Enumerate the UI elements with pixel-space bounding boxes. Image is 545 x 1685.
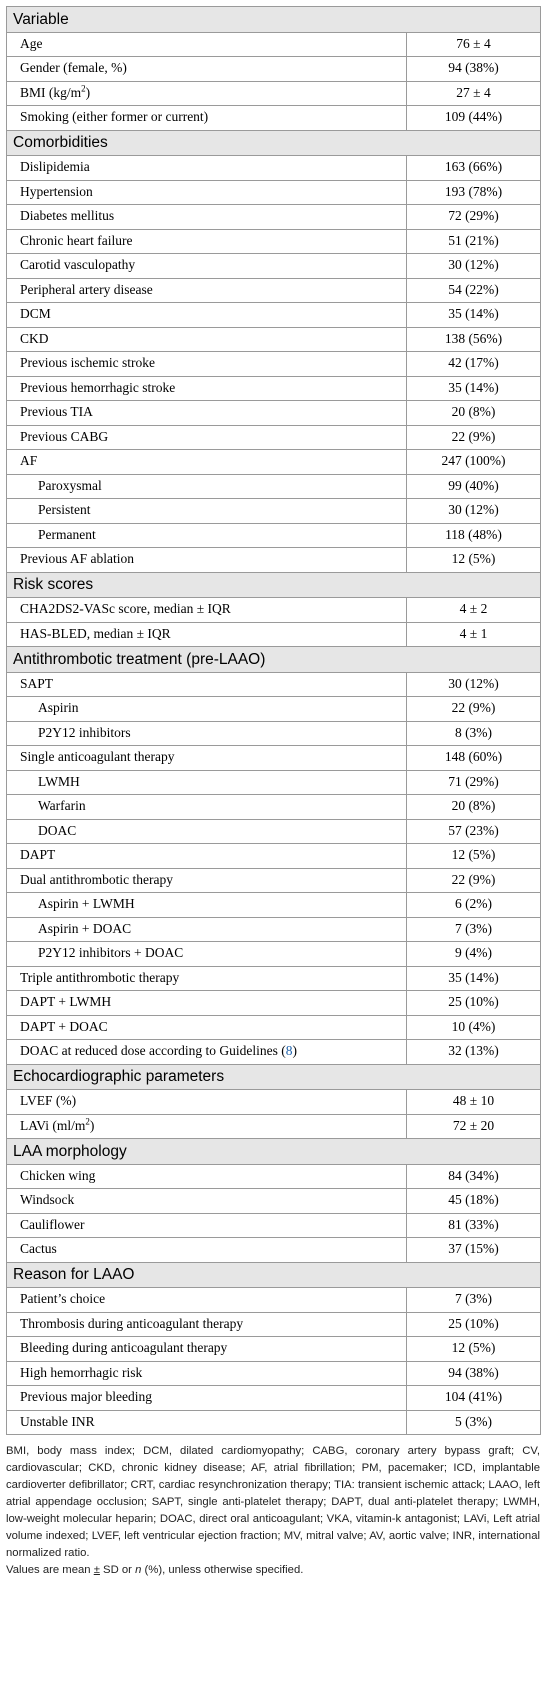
row-label-text: Patient’s choice xyxy=(20,1291,106,1307)
row-label xyxy=(7,1090,407,1115)
table-row xyxy=(7,180,541,205)
row-value: 35 (14%) xyxy=(407,303,541,328)
row-value: 5 (3%) xyxy=(407,1410,541,1435)
row-label xyxy=(7,819,407,844)
table-row xyxy=(7,106,541,131)
row-label xyxy=(7,352,407,377)
table-row xyxy=(7,32,541,57)
row-value: 30 (12%) xyxy=(407,254,541,279)
table-row xyxy=(7,156,541,181)
row-label-text: Bleeding during anticoagulant therapy xyxy=(20,1340,228,1356)
row-label xyxy=(7,844,407,869)
row-value: 22 (9%) xyxy=(407,697,541,722)
row-label-text: Warfarin xyxy=(38,798,86,814)
row-value: 42 (17%) xyxy=(407,352,541,377)
table-row xyxy=(7,917,541,942)
row-value: 118 (48%) xyxy=(407,523,541,548)
section-header-row xyxy=(7,7,541,33)
row-label xyxy=(7,205,407,230)
row-label-text: BMI (kg/m xyxy=(20,84,82,100)
row-label-text: Dual antithrombotic therapy xyxy=(20,871,173,887)
table-row xyxy=(7,1114,541,1139)
row-value: 22 (9%) xyxy=(407,425,541,450)
row-label-text: P2Y12 inhibitors xyxy=(38,724,131,740)
table-row xyxy=(7,893,541,918)
row-label-text: LAVi (ml/m xyxy=(20,1117,86,1133)
row-label-text: Aspirin xyxy=(38,700,79,716)
row-value: 72 ± 20 xyxy=(407,1114,541,1139)
row-label xyxy=(7,721,407,746)
table-row xyxy=(7,819,541,844)
row-label xyxy=(7,57,407,82)
row-label xyxy=(7,523,407,548)
table-row xyxy=(7,57,541,82)
row-value: 109 (44%) xyxy=(407,106,541,131)
table-footnote xyxy=(6,1443,540,1579)
row-label xyxy=(7,1189,407,1214)
row-value: 22 (9%) xyxy=(407,868,541,893)
row-label-text: Peripheral artery disease xyxy=(20,281,153,297)
row-value: 193 (78%) xyxy=(407,180,541,205)
table-row xyxy=(7,598,541,623)
row-label-text: Aspirin + DOAC xyxy=(38,920,132,936)
table-row xyxy=(7,1164,541,1189)
table-row xyxy=(7,425,541,450)
row-label xyxy=(7,32,407,57)
row-value: 94 (38%) xyxy=(407,1361,541,1386)
row-label xyxy=(7,548,407,573)
row-value: 10 (4%) xyxy=(407,1015,541,1040)
row-label xyxy=(7,942,407,967)
row-value: 20 (8%) xyxy=(407,401,541,426)
row-label xyxy=(7,598,407,623)
row-label-text: Diabetes mellitus xyxy=(20,208,115,224)
row-label-text: DOAC xyxy=(38,822,77,838)
row-label-text: Age xyxy=(20,35,43,51)
row-label-text: Smoking (either former or current) xyxy=(20,109,209,125)
section-header-row xyxy=(7,1064,541,1090)
row-label xyxy=(7,303,407,328)
row-value: 51 (21%) xyxy=(407,229,541,254)
row-value: 20 (8%) xyxy=(407,795,541,820)
row-label xyxy=(7,1040,407,1065)
row-label xyxy=(7,106,407,131)
table-row xyxy=(7,1288,541,1313)
values-note: Values are mean ± SD or n (%), unless otherwise specified. xyxy=(6,1564,304,1576)
table-row xyxy=(7,672,541,697)
superscript: 2 xyxy=(81,83,86,94)
row-label-text: High hemorrhagic risk xyxy=(20,1364,143,1380)
row-label-text: Thrombosis during anticoagulant therapy xyxy=(20,1315,244,1331)
table-row xyxy=(7,352,541,377)
table-container xyxy=(6,6,540,1579)
row-label-end: ) xyxy=(85,84,91,100)
row-label-text: Chronic heart failure xyxy=(20,232,133,248)
row-label-text: LVEF (%) xyxy=(20,1093,77,1109)
row-label xyxy=(7,156,407,181)
row-label xyxy=(7,278,407,303)
row-value: 99 (40%) xyxy=(407,474,541,499)
row-value: 71 (29%) xyxy=(407,770,541,795)
section-header-row xyxy=(7,647,541,673)
row-value: 4 ± 1 xyxy=(407,622,541,647)
table-row xyxy=(7,376,541,401)
superscript: 2 xyxy=(85,1116,90,1127)
row-value: 35 (14%) xyxy=(407,376,541,401)
row-label xyxy=(7,81,407,106)
table-row xyxy=(7,966,541,991)
citation-link[interactable]: 8 xyxy=(285,1043,293,1059)
section-header-row xyxy=(7,1262,541,1288)
section-title: Reason for LAAO xyxy=(7,1262,541,1288)
row-label-text: Carotid vasculopathy xyxy=(20,257,136,273)
row-label-text: Previous hemorrhagic stroke xyxy=(20,379,176,395)
row-label xyxy=(7,697,407,722)
row-value: 35 (14%) xyxy=(407,966,541,991)
row-label-text: Unstable INR xyxy=(20,1413,95,1429)
row-label xyxy=(7,1337,407,1362)
row-label xyxy=(7,672,407,697)
row-label-text: Hypertension xyxy=(20,183,93,199)
row-label xyxy=(7,917,407,942)
row-value: 94 (38%) xyxy=(407,57,541,82)
table-row xyxy=(7,254,541,279)
table-row xyxy=(7,1189,541,1214)
section-header-row xyxy=(7,572,541,598)
table-row xyxy=(7,991,541,1016)
row-value: 12 (5%) xyxy=(407,844,541,869)
row-label xyxy=(7,893,407,918)
table-row xyxy=(7,499,541,524)
table-row xyxy=(7,303,541,328)
row-label-text: Cauliflower xyxy=(20,1216,85,1232)
row-label-text: Gender (female, %) xyxy=(20,60,127,76)
row-value: 104 (41%) xyxy=(407,1386,541,1411)
table-row xyxy=(7,1015,541,1040)
row-label xyxy=(7,746,407,771)
row-label xyxy=(7,1361,407,1386)
section-title: Risk scores xyxy=(7,572,541,598)
table-row xyxy=(7,1090,541,1115)
row-label-text: Paroxysmal xyxy=(38,477,102,493)
row-label xyxy=(7,376,407,401)
row-label-end: ) xyxy=(89,1117,95,1133)
table-row xyxy=(7,721,541,746)
row-label xyxy=(7,254,407,279)
row-value: 12 (5%) xyxy=(407,548,541,573)
row-label xyxy=(7,1015,407,1040)
table-row xyxy=(7,746,541,771)
row-label xyxy=(7,1386,407,1411)
row-value: 76 ± 4 xyxy=(407,32,541,57)
table-row xyxy=(7,942,541,967)
row-label xyxy=(7,1288,407,1313)
row-label-text: Previous TIA xyxy=(20,404,93,420)
row-label xyxy=(7,1164,407,1189)
row-label-text: DAPT + DOAC xyxy=(20,1018,108,1034)
row-label xyxy=(7,1238,407,1263)
section-header-row xyxy=(7,1139,541,1165)
table-row xyxy=(7,1238,541,1263)
row-value: 8 (3%) xyxy=(407,721,541,746)
table-row xyxy=(7,229,541,254)
row-value: 9 (4%) xyxy=(407,942,541,967)
row-value: 57 (23%) xyxy=(407,819,541,844)
row-value: 25 (10%) xyxy=(407,991,541,1016)
row-label-text: DCM xyxy=(20,306,51,322)
row-label-text: Previous ischemic stroke xyxy=(20,355,155,371)
row-label xyxy=(7,229,407,254)
row-label-text: SAPT xyxy=(20,675,54,691)
row-value: 148 (60%) xyxy=(407,746,541,771)
table-row xyxy=(7,548,541,573)
abbreviations-note: BMI, body mass index; DCM, dilated cardiomyopathy; CABG, coronary artery bypass graft; CV, cardiovascular; CKD, chronic kidney disease; AF, atrial fibrillation; PM, pacemaker; ICD, implantable cardioverter defibrillator; CRT, cardiac resynchronization therapy; TIA: transient ischemic attack; LAAO, left atrial appendage occlusion; SAPT, single anti-platelet therapy; DAPT, dual anti-platelet therapy; LWMH, low-weight molecular heparin; DOAC, direct oral anticoagulant; VKA, vitamin-k antagonist; LAVi, Left atrial volume indexed; LVEF, left ventricular ejection fraction; MV, mitral valve; AV, aortic valve; INR, international normalized ratio. xyxy=(6,1445,540,1559)
row-label-text: Dislipidemia xyxy=(20,159,90,175)
table-row xyxy=(7,1361,541,1386)
table-row xyxy=(7,1410,541,1435)
row-value: 84 (34%) xyxy=(407,1164,541,1189)
row-label xyxy=(7,327,407,352)
table-row xyxy=(7,1213,541,1238)
table-row xyxy=(7,770,541,795)
section-title: Antithrombotic treatment (pre-LAAO) xyxy=(7,647,541,673)
row-label-text: CKD xyxy=(20,330,49,346)
table-row xyxy=(7,795,541,820)
row-label xyxy=(7,622,407,647)
row-value: 48 ± 10 xyxy=(407,1090,541,1115)
row-label-text: Previous AF ablation xyxy=(20,551,134,567)
row-value: 54 (22%) xyxy=(407,278,541,303)
row-value: 247 (100%) xyxy=(407,450,541,475)
section-title: Echocardiographic parameters xyxy=(7,1064,541,1090)
row-label-text: Permanent xyxy=(38,526,96,542)
row-label-text: Cactus xyxy=(20,1241,57,1257)
row-label-text: DOAC at reduced dose according to Guidelines ( xyxy=(20,1043,286,1059)
row-label-text: HAS-BLED, median ± IQR xyxy=(20,625,171,641)
section-header-row xyxy=(7,130,541,156)
row-label-text: Windsock xyxy=(20,1192,75,1208)
row-label xyxy=(7,966,407,991)
row-label xyxy=(7,1213,407,1238)
table-row xyxy=(7,523,541,548)
row-label xyxy=(7,1114,407,1139)
row-label-end: ) xyxy=(292,1043,298,1059)
table-row xyxy=(7,1040,541,1065)
row-label-text: AF xyxy=(20,453,38,469)
patient-characteristics-table xyxy=(6,6,541,1435)
row-value: 30 (12%) xyxy=(407,672,541,697)
table-row xyxy=(7,450,541,475)
table-row xyxy=(7,474,541,499)
row-value: 45 (18%) xyxy=(407,1189,541,1214)
row-value: 72 (29%) xyxy=(407,205,541,230)
row-value: 37 (15%) xyxy=(407,1238,541,1263)
row-label-text: Aspirin + LWMH xyxy=(38,896,135,912)
row-label xyxy=(7,425,407,450)
row-label-text: Previous major bleeding xyxy=(20,1389,152,1405)
row-label xyxy=(7,770,407,795)
row-value: 12 (5%) xyxy=(407,1337,541,1362)
row-value: 81 (33%) xyxy=(407,1213,541,1238)
section-title: LAA morphology xyxy=(7,1139,541,1165)
table-body xyxy=(7,7,541,1435)
section-title: Comorbidities xyxy=(7,130,541,156)
row-label xyxy=(7,180,407,205)
table-row xyxy=(7,844,541,869)
table-row xyxy=(7,1386,541,1411)
row-label xyxy=(7,868,407,893)
table-row xyxy=(7,327,541,352)
row-label-text: Previous CABG xyxy=(20,428,109,444)
row-label xyxy=(7,499,407,524)
row-label xyxy=(7,1410,407,1435)
table-row xyxy=(7,81,541,106)
row-label-text: DAPT + LWMH xyxy=(20,994,112,1010)
row-label-text: Persistent xyxy=(38,502,91,518)
table-row xyxy=(7,205,541,230)
table-row xyxy=(7,868,541,893)
table-row xyxy=(7,1312,541,1337)
row-value: 7 (3%) xyxy=(407,917,541,942)
row-value: 4 ± 2 xyxy=(407,598,541,623)
row-value: 25 (10%) xyxy=(407,1312,541,1337)
row-label-text: LWMH xyxy=(38,773,80,789)
row-label xyxy=(7,795,407,820)
table-row xyxy=(7,1337,541,1362)
row-value: 32 (13%) xyxy=(407,1040,541,1065)
row-value: 6 (2%) xyxy=(407,893,541,918)
table-row xyxy=(7,278,541,303)
row-label-text: DAPT xyxy=(20,847,56,863)
row-label xyxy=(7,401,407,426)
row-label-text: Chicken wing xyxy=(20,1167,96,1183)
row-label xyxy=(7,450,407,475)
row-value: 27 ± 4 xyxy=(407,81,541,106)
row-label xyxy=(7,1312,407,1337)
section-title: Variable xyxy=(7,7,541,33)
row-value: 7 (3%) xyxy=(407,1288,541,1313)
row-value: 30 (12%) xyxy=(407,499,541,524)
table-row xyxy=(7,697,541,722)
table-row xyxy=(7,622,541,647)
row-label-text: Triple antithrombotic therapy xyxy=(20,969,180,985)
row-label-text: CHA2DS2-VASc score, median ± IQR xyxy=(20,601,231,617)
row-value: 163 (66%) xyxy=(407,156,541,181)
row-value: 138 (56%) xyxy=(407,327,541,352)
row-label-text: Single anticoagulant therapy xyxy=(20,749,175,765)
table-row xyxy=(7,401,541,426)
row-label xyxy=(7,474,407,499)
row-label xyxy=(7,991,407,1016)
row-label-text: P2Y12 inhibitors + DOAC xyxy=(38,945,184,961)
